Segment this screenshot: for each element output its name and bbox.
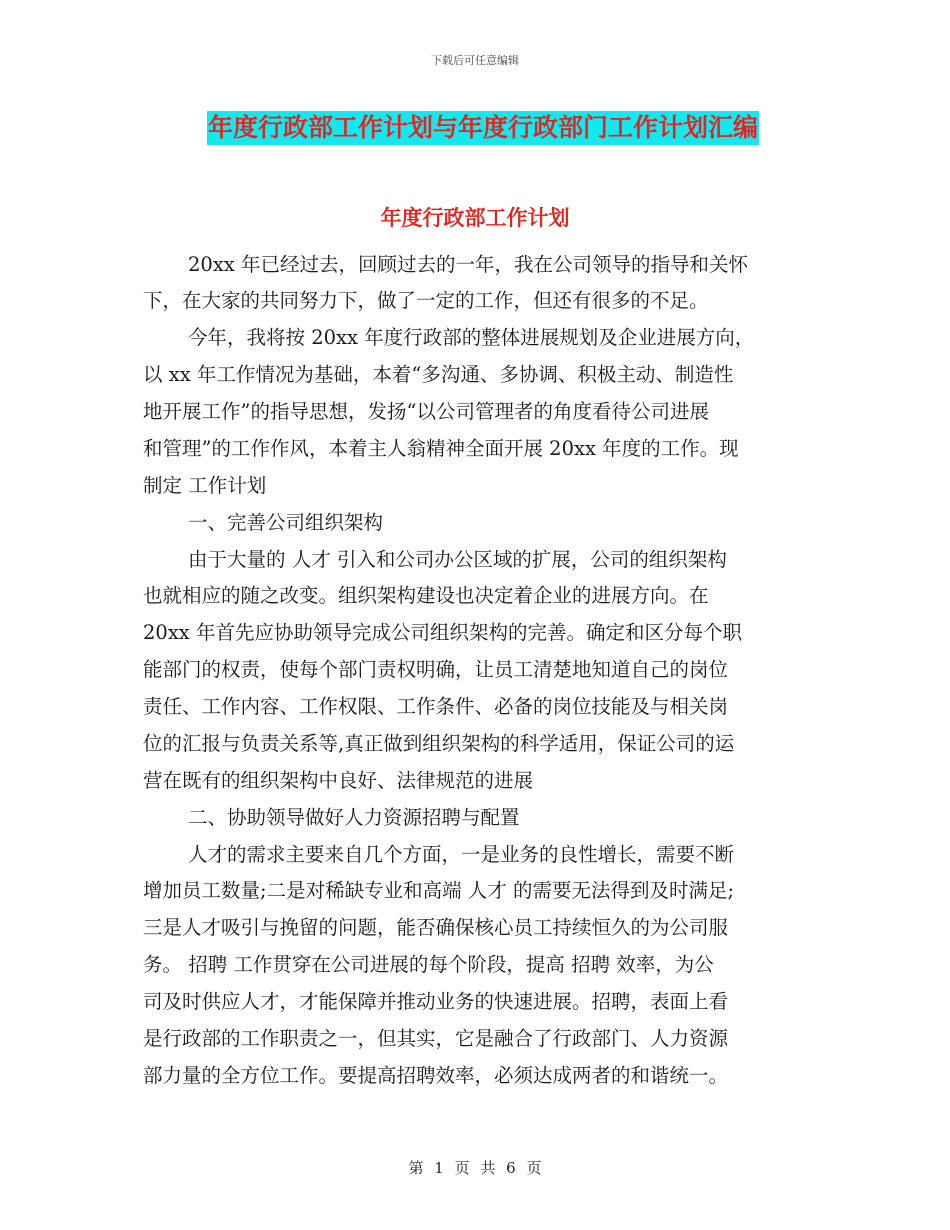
- text-line: 部力量的全方位工作。要提高招聘效率，必须达成两者的和谐统一。: [143, 1064, 729, 1087]
- document-title: 年度行政部工作计划与年度行政部门工作计划汇编: [207, 111, 759, 145]
- text-line: 人才的需求主要来自几个方面，一是业务的良性增长，需要不断: [188, 843, 735, 866]
- text-line: 和管理”的工作作风，本着主人翁精神全面开展 20xx 年度的工作。现: [143, 437, 739, 460]
- section-title: 年度行政部工作计划: [380, 205, 570, 230]
- text-line: 下，在大家的共同努力下，做了一定的工作，但还有很多的不足。: [143, 289, 709, 312]
- text-line: 是行政部的工作职责之一，但其实，它是融合了行政部门、人力资源: [143, 1027, 729, 1050]
- text-line: 营在既有的组织架构中良好、法律规范的进展: [143, 769, 534, 792]
- text-line: 位的汇报与负责关系等,真正做到组织架构的科学适用，保证公司的运: [143, 732, 735, 755]
- section-heading: 二、协助领导做好人力资源招聘与配置: [188, 806, 520, 829]
- header-note: 下载后可任意编辑: [431, 54, 519, 67]
- text-line: 务。 招聘 工作贯穿在公司进展的每个阶段，提高 招聘 效率，为公: [143, 953, 714, 976]
- text-line: 司及时供应人才，才能保障并推动业务的快速进展。招聘，表面上看: [143, 990, 729, 1013]
- text-line: 20xx 年已经过去，回顾过去的一年，我在公司领导的指导和关怀: [188, 253, 749, 276]
- section-heading: 一、完善公司组织架构: [188, 511, 384, 534]
- text-line: 地开展工作”的指导思想，发扬“以公司管理者的角度看待公司进展: [143, 400, 709, 423]
- text-line: 制定 工作计划: [143, 474, 267, 497]
- text-line: 三是人才吸引与挽留的问题，能否确保核心员工持续恒久的为公司服: [143, 916, 729, 939]
- text-line: 责任、工作内容、工作权限、工作条件、必备的岗位技能及与相关岗: [143, 695, 729, 718]
- text-line: 以 xx 年工作情况为基础，本着“多沟通、多协调、积极主动、制造性: [143, 363, 734, 386]
- page-footer: 第 1 页 共 6 页: [408, 1159, 542, 1177]
- text-line: 今年，我将按 20xx 年度行政部的整体进展规划及企业进展方向，: [188, 326, 755, 349]
- text-line: 能部门的权责，使每个部门责权明确，让员工清楚地知道自己的岗位: [143, 658, 729, 681]
- text-line: 20xx 年首先应协助领导完成公司组织架构的完善。确定和区分每个职: [143, 621, 743, 644]
- text-line: 增加员工数量;二是对稀缺专业和高端 人才 的需要无法得到及时满足;: [143, 879, 735, 902]
- text-line: 也就相应的随之改变。组织架构建设也决定着企业的进展方向。在: [143, 584, 709, 607]
- text-line: 由于大量的 人才 引入和公司办公区域的扩展，公司的组织架构: [188, 548, 727, 571]
